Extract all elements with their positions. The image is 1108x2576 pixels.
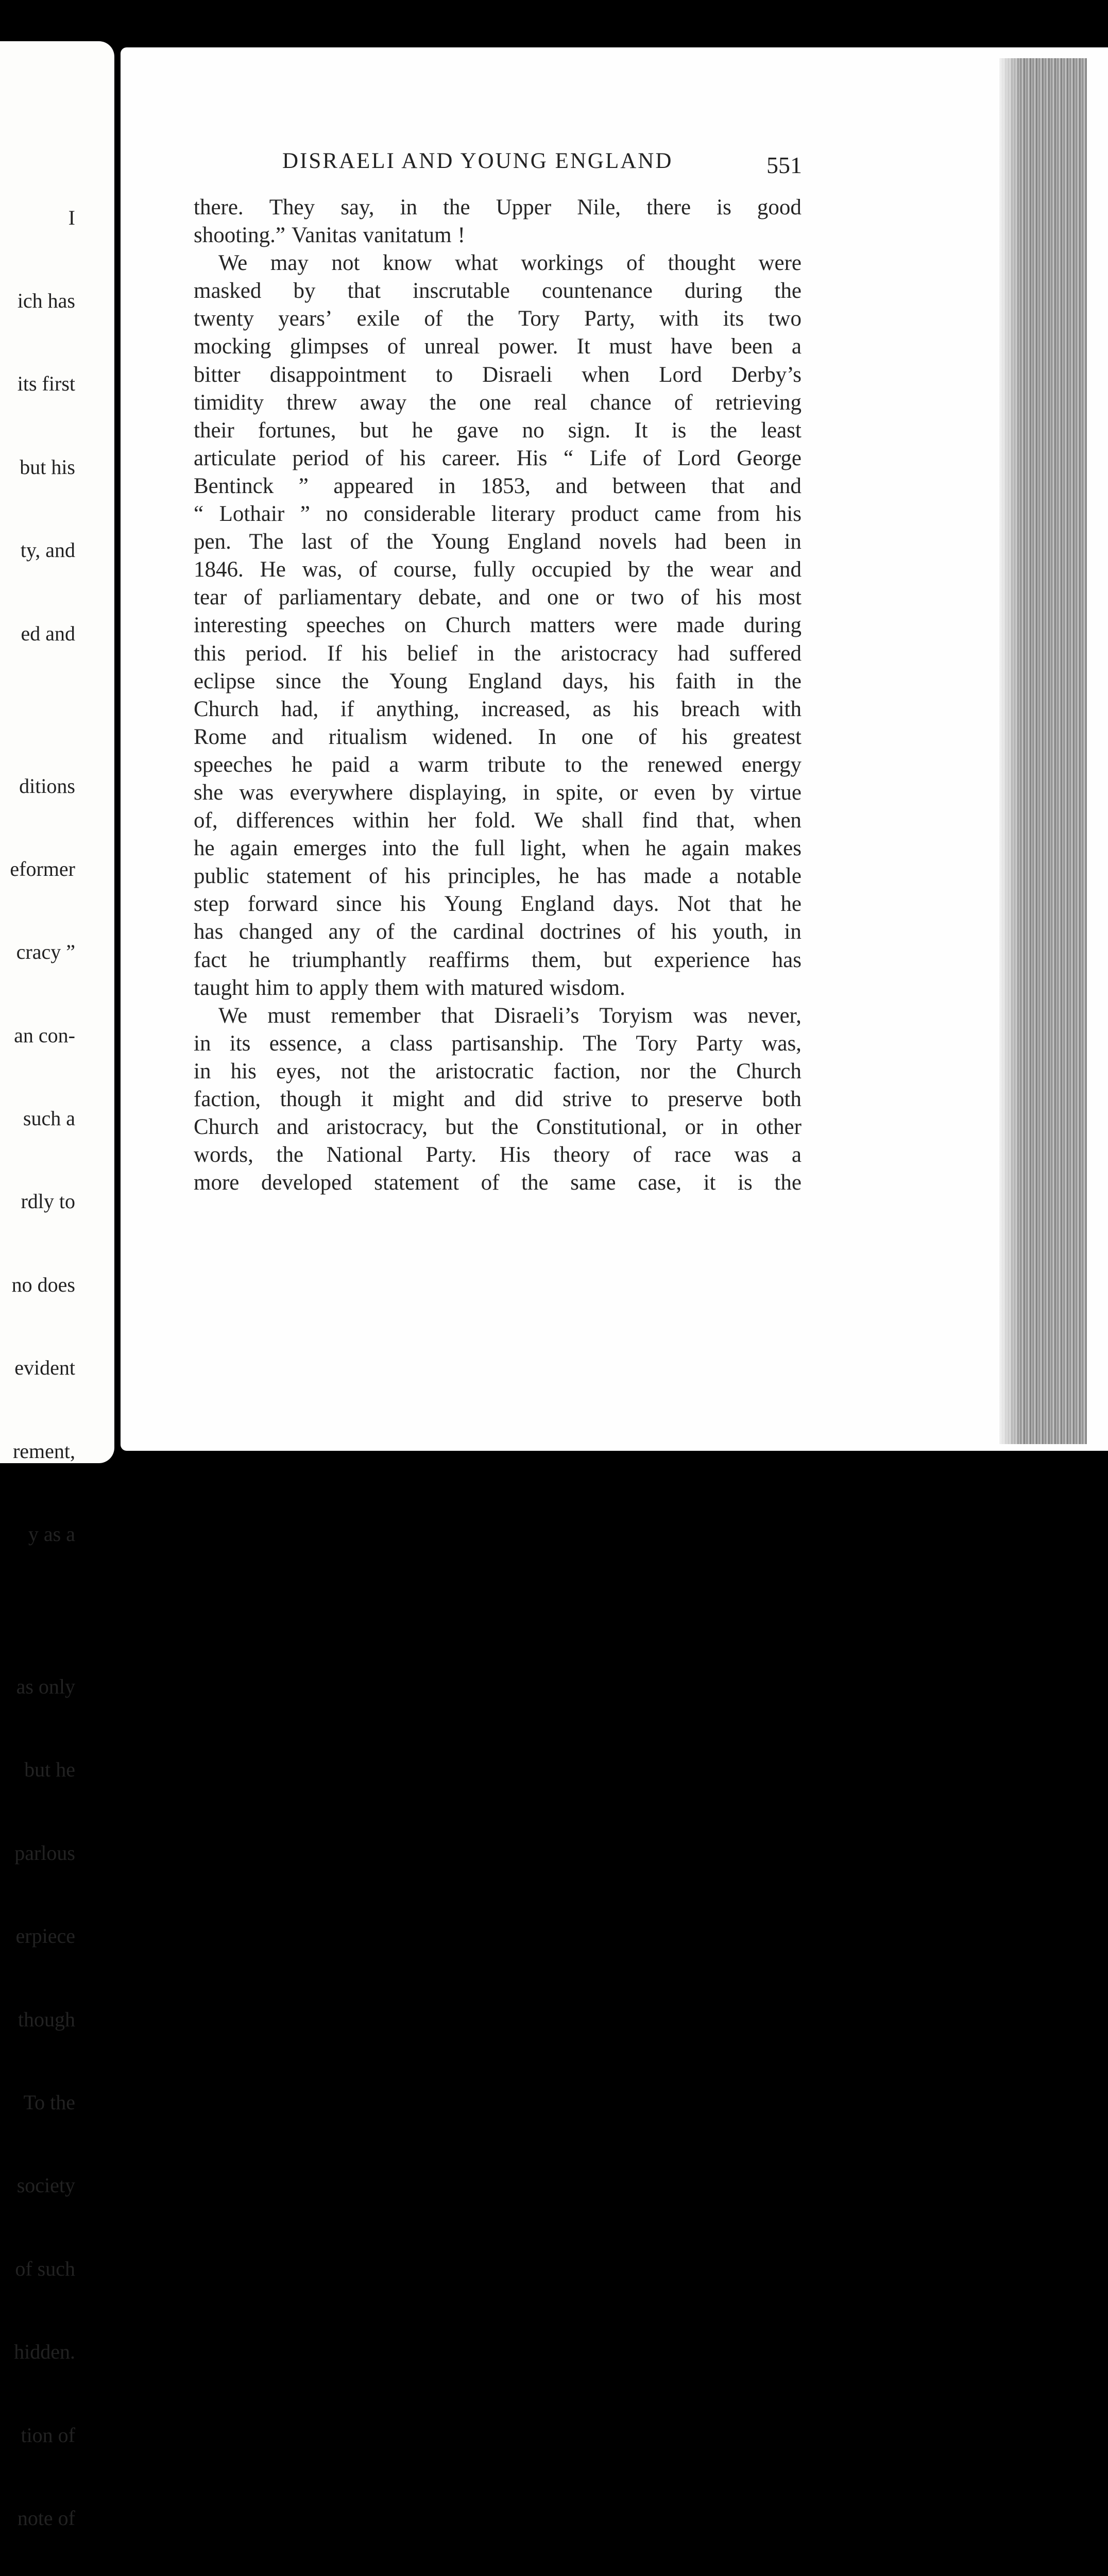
text-line: words, the National Party. His theory of race was a — [194, 1143, 802, 1167]
text-line: shooting.” Vanitas vanitatum ! — [194, 223, 465, 248]
left-line: tion of — [21, 2423, 75, 2447]
text-line: eclipse since the Young England days, his faith in the — [194, 669, 802, 693]
text-line: Church and aristocracy, but the Constitutional, or in other — [194, 1115, 802, 1140]
left-line: y as a — [28, 1522, 75, 1546]
left-line: as only — [16, 1675, 75, 1699]
left-line: note of — [17, 2506, 75, 2530]
text-line: more developed statement of the same case, it is the — [194, 1171, 802, 1195]
left-line: To the — [23, 2090, 75, 2114]
text-line: Church had, if anything, increased, as his breach with — [194, 697, 802, 721]
text-line: this period. If his belief in the aristocracy had suffered — [194, 641, 802, 666]
text-line: has changed any of the cardinal doctrines of his youth, in — [194, 920, 802, 944]
text-line: pen. The last of the Young England novels had been in — [194, 530, 802, 554]
left-line: but his — [20, 455, 75, 479]
left-page-text — [10, 148, 75, 2576]
left-line: rement, — [12, 1439, 75, 1463]
left-line: ty, and — [20, 538, 75, 562]
running-head: DISRAELI AND YOUNG ENGLAND — [282, 149, 673, 173]
text-line: public statement of his principles, he has made a notable — [194, 864, 802, 889]
left-line: ditions — [19, 774, 75, 798]
left-line: I — [68, 206, 75, 229]
text-line: We must remember that Disraeli’s Toryism was never, — [218, 1003, 802, 1028]
text-line: he again emerges into the full light, when he again makes — [194, 836, 802, 861]
text-line: fact he triumphantly reaffirms them, but experience has — [194, 947, 802, 972]
text-line: articulate period of his career. His “ Life of Lord George — [194, 446, 802, 470]
text-line: timidity threw away the one real chance of retrieving — [194, 390, 802, 415]
text-line: speeches he paid a warm tribute to the renewed energy — [194, 752, 802, 777]
left-page-fragment — [0, 41, 114, 2530]
text-line: step forward since his Young England days. Not that he — [194, 892, 802, 917]
left-line: no does — [11, 1273, 75, 1296]
text-line: faction, though it might and did strive to preserve both — [194, 1087, 802, 1111]
text-line: We may not know what workings of thought were — [218, 251, 802, 276]
left-line: erpiece — [15, 1924, 75, 1948]
text-line: tear of parliamentary debate, and one or two of his most — [194, 585, 802, 610]
left-line: evident — [14, 1356, 75, 1380]
left-line: an con- — [14, 1023, 75, 1047]
left-line: parlous — [14, 1841, 75, 1865]
text-line: in his eyes, not the aristocratic faction, nor the Church — [194, 1059, 802, 1083]
left-line: such a — [23, 1107, 75, 1130]
text-line: she was everywhere displaying, in spite, or even by virtue — [194, 780, 802, 805]
left-line: of such — [15, 2257, 75, 2280]
left-line: society — [16, 2174, 75, 2197]
text-line: of, differences within her fold. We shall find that, when — [194, 808, 802, 833]
page-edges-shade — [999, 58, 1020, 1444]
text-line: Bentinck ” appeared in 1853, and between that and — [194, 473, 802, 498]
text-line: mocking glimpses of unreal power. It must have been a — [194, 334, 802, 359]
text-line: “ Lothair ” no considerable literary product came from his — [194, 502, 802, 527]
left-line: ed and — [21, 621, 75, 645]
left-line-gap — [10, 703, 75, 717]
left-line: ich has — [17, 289, 75, 312]
text-line: their fortunes, but he gave no sign. It is the least — [194, 418, 802, 443]
text-line: Rome and ritualism widened. In one of his greatest — [194, 724, 802, 749]
left-line: though — [18, 2007, 75, 2031]
left-line: but he — [24, 1758, 75, 1782]
body-text — [194, 194, 802, 1197]
left-line: cracy ” — [16, 940, 75, 964]
text-line: in its essence, a class partisanship. The Tory Party was, — [194, 1031, 802, 1056]
text-line: masked by that inscrutable countenance during the — [194, 279, 802, 303]
text-line: 1846. He was, of course, fully occupied by the wear and — [194, 557, 802, 582]
page-number: 551 — [766, 152, 802, 178]
left-line: its first — [17, 372, 75, 396]
left-line-gap — [10, 1603, 75, 1617]
text-line: taught him to apply them with matured wisdom. — [194, 975, 625, 1000]
text-line: twenty years’ exile of the Tory Party, with its two — [194, 307, 802, 331]
text-line: there. They say, in the Upper Nile, there is good — [194, 195, 802, 219]
left-line: eformer — [10, 857, 75, 880]
text-line: interesting speeches on Church matters were made during — [194, 613, 802, 638]
text-line: bitter disappointment to Disraeli when Lord Derby’s — [194, 362, 802, 387]
left-line: rdly to — [21, 1190, 75, 1213]
left-line: hidden. — [14, 2340, 75, 2364]
